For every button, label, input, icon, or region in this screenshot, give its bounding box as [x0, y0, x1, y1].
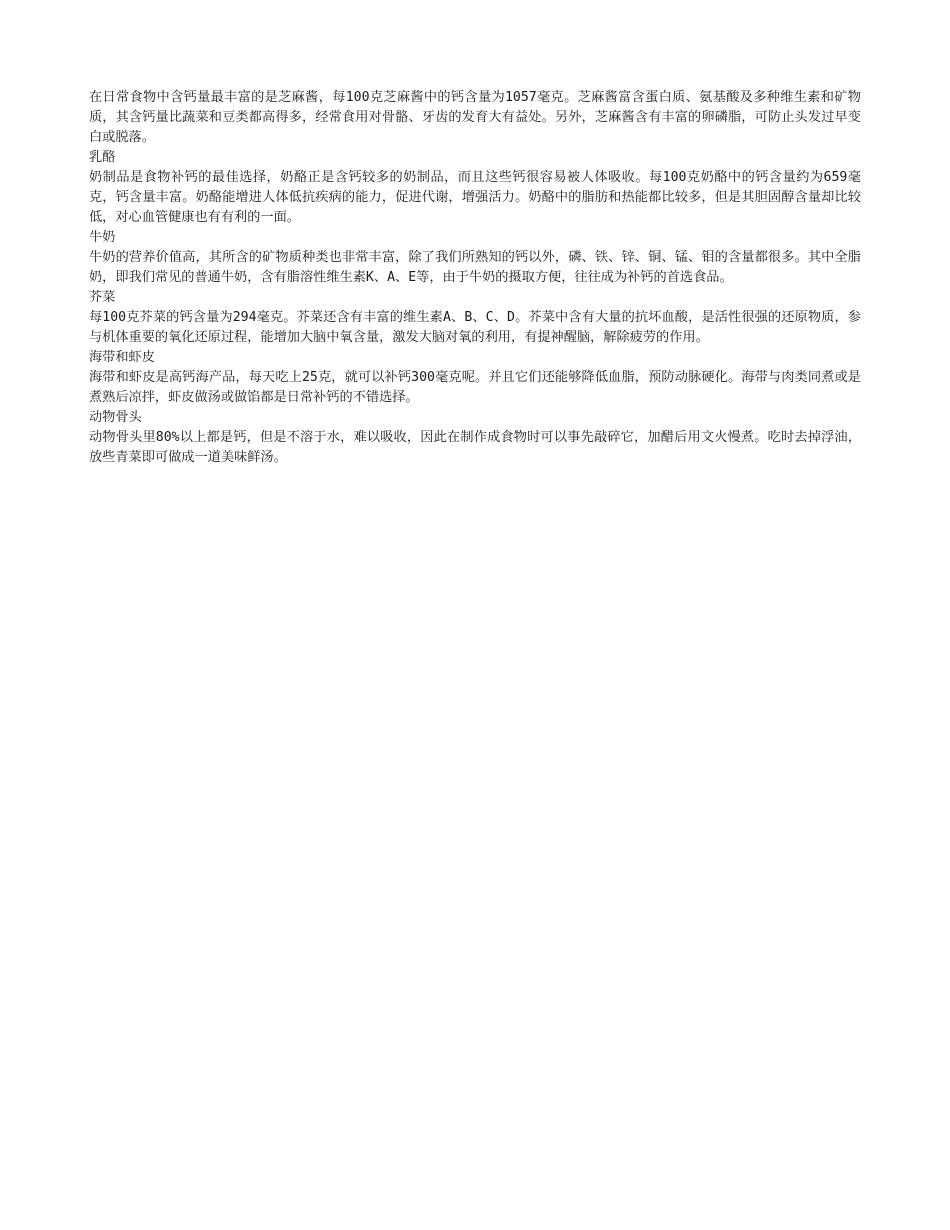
section-title-milk: 牛奶 [89, 230, 116, 245]
section-title-cheese: 乳酪 [89, 150, 116, 165]
section-title-animal-bones: 动物骨头 [89, 410, 142, 425]
intro-paragraph: 在日常食物中含钙量最丰富的是芝麻酱，每100克芝麻酱中的钙含量为1057毫克。芝麻酱富含蛋白质、氨基酸及多种维生素和矿物质，其含钙量比蔬菜和豆类都高得多，经常食用对骨骼、牙齿的发育大有益处。另外，芝麻酱含有丰富的卵磷脂，可防止头发过早变白或脱落。 [89, 90, 861, 145]
document-page [89, 88, 861, 468]
section-body-cheese: 奶制品是食物补钙的最佳选择，奶酪正是含钙较多的奶制品，而且这些钙很容易被人体吸收。每100克奶酪中的钙含量约为659毫克，钙含量丰富。奶酪能增进人体低抗疾病的能力，促进代谢，增强活力。奶酪中的脂肪和热能都比较多，但是其胆固醇含量却比较低，对心血管健康也有有利的一面。 [89, 170, 861, 225]
section-body-animal-bones: 动物骨头里80%以上都是钙，但是不溶于水，难以吸收，因此在制作成食物时可以事先敲碎它，加醋后用文火慢煮。吃时去掉浮油，放些青菜即可做成一道美味鲜汤。 [89, 430, 861, 465]
section-body-mustard-greens: 每100克芥菜的钙含量为294毫克。芥菜还含有丰富的维生素A、B、C、D。芥菜中含有大量的抗坏血酸，是活性很强的还原物质，参与机体重要的氧化还原过程，能增加大脑中氧含量，激发大脑对氧的利用，有提神醒脑，解除疲劳的作用。 [89, 310, 861, 345]
section-body-milk: 牛奶的营养价值高，其所含的矿物质种类也非常丰富，除了我们所熟知的钙以外，磷、铁、锌、铜、锰、钼的含量都很多。其中全脂奶，即我们常见的普通牛奶，含有脂溶性维生素K、A、E等，由于牛奶的摄取方便，往往成为补钙的首选食品。 [89, 250, 861, 285]
section-title-mustard-greens: 芥菜 [89, 290, 116, 305]
section-title-kelp-shrimp: 海带和虾皮 [89, 350, 155, 365]
section-body-kelp-shrimp: 海带和虾皮是高钙海产品，每天吃上25克，就可以补钙300毫克呢。并且它们还能够降低血脂，预防动脉硬化。海带与肉类同煮或是煮熟后凉拌，虾皮做汤或做馅都是日常补钙的不错选择。 [89, 370, 861, 405]
